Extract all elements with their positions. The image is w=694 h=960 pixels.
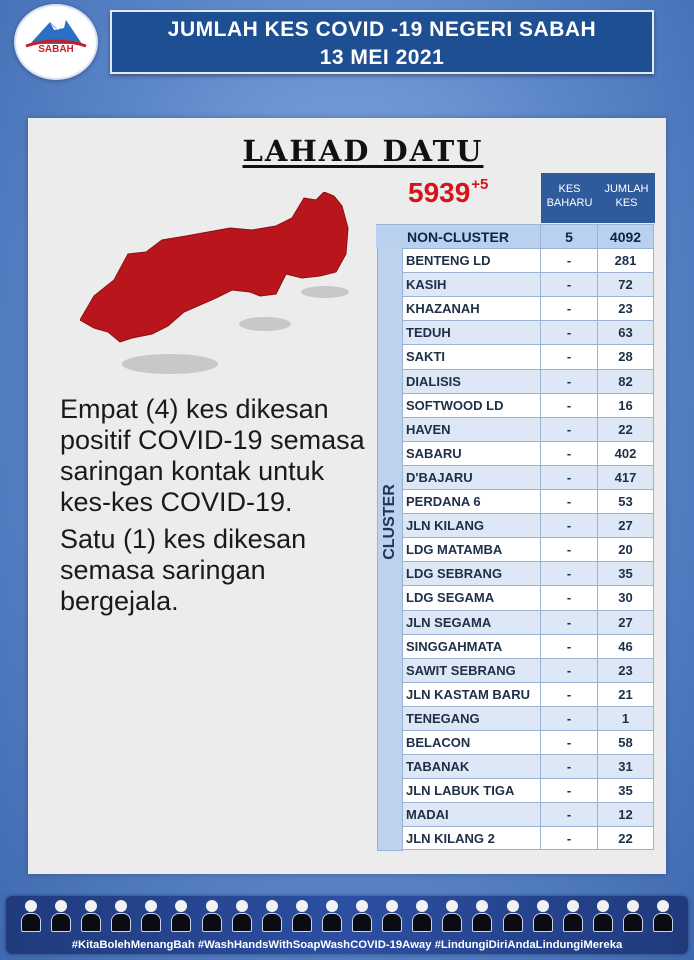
new-cases-value: - xyxy=(540,393,597,417)
new-cases-value: - xyxy=(540,634,597,658)
new-cases-value: - xyxy=(540,320,597,344)
table-row xyxy=(376,610,656,634)
new-cases-value: - xyxy=(540,513,597,537)
total-cases-value: 27 xyxy=(597,610,654,634)
person-icon xyxy=(201,900,223,932)
header-date: 13 MEI 2021 xyxy=(319,46,445,69)
table-row xyxy=(376,730,656,754)
total-cases-value: 281 xyxy=(597,248,654,272)
table-row xyxy=(376,561,656,585)
new-cases-badge: +5 xyxy=(471,176,489,193)
table-row xyxy=(376,706,656,730)
total-cases-value: 58 xyxy=(597,730,654,754)
table-row xyxy=(376,682,656,706)
cluster-name: NON-CLUSTER xyxy=(376,224,540,248)
cluster-name: SAKTI xyxy=(403,344,540,368)
map-shadow xyxy=(122,354,218,374)
description-paragraph: Satu (1) kes dikesan semasa saringan bergejala. xyxy=(60,524,307,616)
table-row xyxy=(376,754,656,778)
person-icon xyxy=(231,900,253,932)
new-cases-value: - xyxy=(540,610,597,634)
new-cases-value: - xyxy=(540,369,597,393)
total-cases-value: 22 xyxy=(597,826,654,850)
person-icon xyxy=(291,900,313,932)
cluster-name: MADAI xyxy=(403,802,540,826)
new-cases-value: - xyxy=(540,585,597,609)
district-total-cases xyxy=(408,176,488,209)
table-row xyxy=(376,778,656,802)
col-header-new-line2: BAHARU xyxy=(546,197,593,209)
person-icon xyxy=(622,900,644,932)
cluster-name: BENTENG LD xyxy=(403,248,540,272)
cluster-label-text: CLUSTER xyxy=(381,484,398,560)
new-cases-value: - xyxy=(540,706,597,730)
total-cases-value: 35 xyxy=(597,561,654,585)
table-row xyxy=(376,513,656,537)
table-row xyxy=(376,634,656,658)
cluster-name: SOFTWOOD LD xyxy=(403,393,540,417)
person-icon xyxy=(140,900,162,932)
col-header-total-cases xyxy=(598,173,655,223)
table-row xyxy=(376,537,656,561)
col-header-new-line1: KES xyxy=(558,183,581,195)
new-cases-value: - xyxy=(540,826,597,850)
person-icon xyxy=(321,900,343,932)
cluster-table xyxy=(376,224,656,850)
total-cases-value: 417 xyxy=(597,465,654,489)
new-cases-value: 5 xyxy=(540,224,597,248)
table-row xyxy=(376,320,656,344)
cluster-name: SAWIT SEBRANG xyxy=(403,658,540,682)
cluster-name: PERDANA 6 xyxy=(403,489,540,513)
district-panel xyxy=(28,118,666,874)
new-cases-value: - xyxy=(540,682,597,706)
new-cases-value: - xyxy=(540,802,597,826)
description-paragraph: Empat (4) kes dikesan positif COVID-19 semasa saringan kontak untuk kes-kes COVID-19. xyxy=(60,394,365,517)
table-row xyxy=(376,441,656,465)
case-description xyxy=(60,394,380,623)
new-cases-value: - xyxy=(540,537,597,561)
cluster-name: KASIH xyxy=(403,272,540,296)
total-cases-value: 72 xyxy=(597,272,654,296)
total-cases-value: 4092 xyxy=(597,224,654,248)
total-cases-value: 27 xyxy=(597,513,654,537)
new-cases-value: - xyxy=(540,296,597,320)
total-cases-value: 82 xyxy=(597,369,654,393)
frontliner-figures xyxy=(20,900,674,934)
cluster-name: HAVEN xyxy=(403,417,540,441)
table-row xyxy=(376,585,656,609)
person-icon xyxy=(441,900,463,932)
total-cases-value: 21 xyxy=(597,682,654,706)
table-row xyxy=(376,344,656,368)
footer-banner xyxy=(6,896,688,954)
table-row xyxy=(376,272,656,296)
person-icon xyxy=(592,900,614,932)
table-row xyxy=(376,417,656,441)
table-row xyxy=(376,465,656,489)
new-cases-value: - xyxy=(540,344,597,368)
cluster-name: BELACON xyxy=(403,730,540,754)
new-cases-value: - xyxy=(540,441,597,465)
table-row xyxy=(376,489,656,513)
person-icon xyxy=(532,900,554,932)
total-cases-value: 402 xyxy=(597,441,654,465)
new-cases-value: - xyxy=(540,754,597,778)
cluster-name: JLN LABUK TIGA xyxy=(403,778,540,802)
cluster-name: JLN KASTAM BARU xyxy=(403,682,540,706)
person-icon xyxy=(351,900,373,932)
new-cases-value: - xyxy=(540,730,597,754)
total-cases-value: 35 xyxy=(597,778,654,802)
non-cluster-row xyxy=(376,224,656,248)
header-title xyxy=(110,10,654,74)
person-icon xyxy=(80,900,102,932)
table-row xyxy=(376,369,656,393)
table-row xyxy=(376,802,656,826)
total-cases-value: 20 xyxy=(597,537,654,561)
cluster-name: SINGGAHMATA xyxy=(403,634,540,658)
cluster-name: DIALISIS xyxy=(403,369,540,393)
total-cases-value: 28 xyxy=(597,344,654,368)
total-count: 5939 xyxy=(408,177,471,208)
cluster-name: JLN KILANG 2 xyxy=(403,826,540,850)
new-cases-value: - xyxy=(540,417,597,441)
total-cases-value: 1 xyxy=(597,706,654,730)
new-cases-value: - xyxy=(540,465,597,489)
person-icon xyxy=(411,900,433,932)
new-cases-value: - xyxy=(540,489,597,513)
total-cases-value: 12 xyxy=(597,802,654,826)
table-row xyxy=(376,658,656,682)
total-cases-value: 16 xyxy=(597,393,654,417)
cluster-name: D'BAJARU xyxy=(403,465,540,489)
person-icon xyxy=(20,900,42,932)
total-cases-value: 30 xyxy=(597,585,654,609)
total-cases-value: 23 xyxy=(597,296,654,320)
total-cases-value: 53 xyxy=(597,489,654,513)
table-row xyxy=(376,393,656,417)
new-cases-value: - xyxy=(540,248,597,272)
person-icon xyxy=(502,900,524,932)
total-cases-value: 46 xyxy=(597,634,654,658)
table-row xyxy=(376,296,656,320)
total-cases-value: 23 xyxy=(597,658,654,682)
cluster-name: LDG MATAMBA xyxy=(403,537,540,561)
district-map xyxy=(80,192,380,382)
district-shape xyxy=(80,192,348,342)
person-icon xyxy=(110,900,132,932)
total-cases-value: 63 xyxy=(597,320,654,344)
person-icon xyxy=(381,900,403,932)
person-icon xyxy=(471,900,493,932)
cluster-name: TABANAK xyxy=(403,754,540,778)
person-icon xyxy=(562,900,584,932)
cluster-name: KHAZANAH xyxy=(403,296,540,320)
cluster-name: JLN SEGAMA xyxy=(403,610,540,634)
cluster-name: JLN KILANG xyxy=(403,513,540,537)
cluster-name: LDG SEGAMA xyxy=(403,585,540,609)
new-cases-value: - xyxy=(540,561,597,585)
total-cases-value: 31 xyxy=(597,754,654,778)
map-shadow xyxy=(239,317,291,331)
logo-label: SABAH xyxy=(38,44,74,55)
table-row xyxy=(376,248,656,272)
person-icon xyxy=(170,900,192,932)
map-shadow xyxy=(301,286,349,298)
new-cases-value: - xyxy=(540,272,597,296)
total-cases-value: 22 xyxy=(597,417,654,441)
footer-hashtags: #KitaBolehMenangBah #WashHandsWithSoapWashCOVID-19Away #LindungiDiriAndaLindungiMereka xyxy=(71,939,623,951)
table-row xyxy=(376,826,656,850)
person-icon xyxy=(652,900,674,932)
cluster-name: SABARU xyxy=(403,441,540,465)
col-header-new-cases xyxy=(541,173,598,223)
sabah-logo xyxy=(14,4,98,80)
new-cases-value: - xyxy=(540,658,597,682)
cluster-name: TENEGANG xyxy=(403,706,540,730)
cluster-name: TEDUH xyxy=(403,320,540,344)
col-header-total-line1: JUMLAH xyxy=(604,183,649,195)
cluster-name: LDG SEBRANG xyxy=(403,561,540,585)
person-icon xyxy=(261,900,283,932)
col-header-total-line2: KES xyxy=(615,197,638,209)
header-title-line1: JUMLAH KES COVID -19 NEGERI SABAH xyxy=(167,18,597,41)
new-cases-value: - xyxy=(540,778,597,802)
district-name: LAHAD DATU xyxy=(242,134,484,168)
person-icon xyxy=(50,900,72,932)
